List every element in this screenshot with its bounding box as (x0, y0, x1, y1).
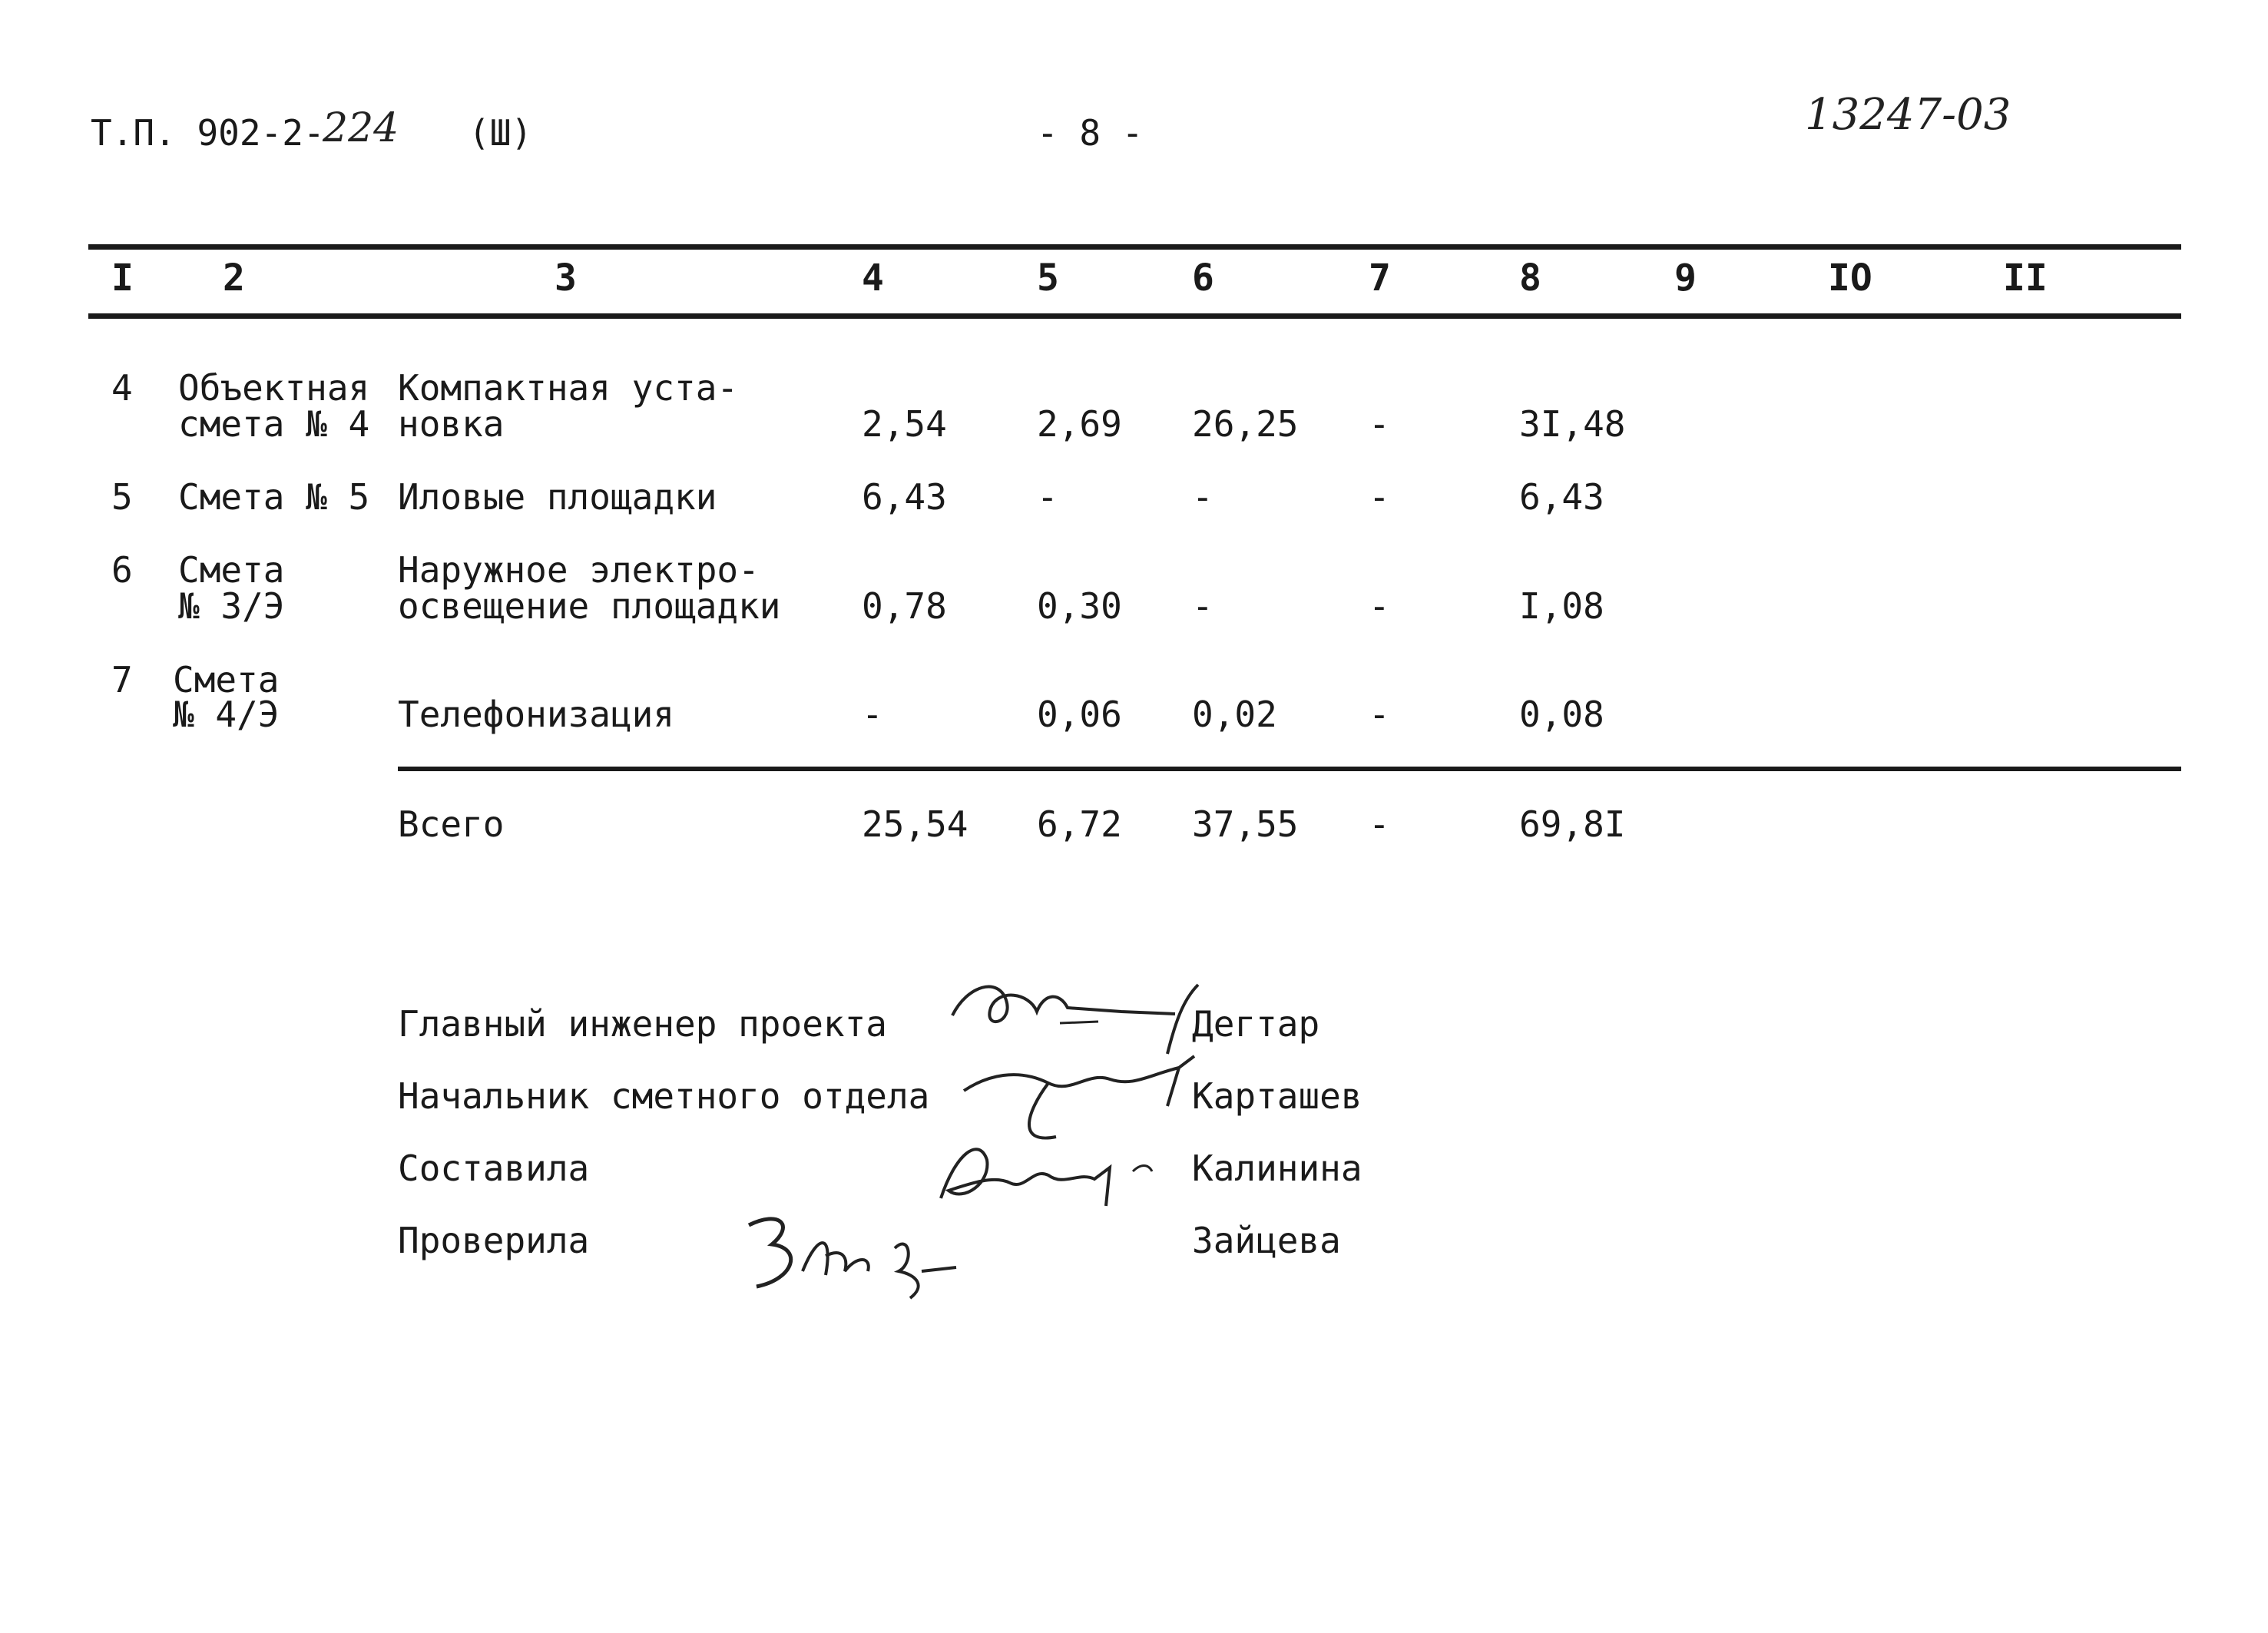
cell-col8: 6,43 (1519, 476, 1604, 518)
cell-col8: 3I,48 (1519, 403, 1626, 445)
cell-col6: - (1192, 585, 1213, 627)
cell-col7: - (1369, 403, 1390, 445)
total-rule (398, 767, 2181, 771)
row-name-line1: Телефонизация (398, 694, 675, 735)
row-doc-line1: Смета (173, 659, 280, 701)
total-col7: - (1369, 803, 1390, 845)
cell-col7: - (1369, 694, 1390, 735)
row-number: 5 (111, 476, 133, 518)
cell-col6: 26,25 (1192, 403, 1299, 445)
total-col4: 25,54 (862, 803, 968, 845)
cell-col5: 0,06 (1037, 694, 1122, 735)
cell-col5: 2,69 (1037, 403, 1122, 445)
row-number: 4 (111, 367, 133, 409)
archive-number: 13247-03 (1805, 90, 2011, 140)
cell-col7: - (1369, 476, 1390, 518)
total-col5: 6,72 (1037, 803, 1122, 845)
row-name-line2: освещение площадки (398, 585, 781, 627)
column-header-10: IO (1828, 257, 1872, 300)
signature-role: Главный инженер проекта (398, 1003, 887, 1045)
column-header-3: 3 (555, 257, 577, 300)
cell-col4: 2,54 (862, 403, 947, 445)
row-doc-line2: № 4/Э (173, 694, 280, 735)
signature-name: Дегтар (1192, 1003, 1320, 1045)
cell-col8: I,08 (1519, 585, 1604, 627)
column-header-5: 5 (1037, 257, 1059, 300)
cell-col4: - (862, 694, 883, 735)
column-header-9: 9 (1674, 257, 1697, 300)
table-top-rule (88, 244, 2181, 250)
table-header-rule (88, 313, 2181, 319)
total-label: Всего (398, 803, 505, 845)
handwritten-signature-checker (733, 1202, 964, 1305)
row-name-line1: Наружное электро- (398, 549, 760, 591)
cell-col5: - (1037, 476, 1058, 518)
doc-code-handwritten: 224 (323, 105, 399, 151)
cell-col4: 0,78 (862, 585, 947, 627)
row-number: 7 (111, 659, 133, 701)
row-name-line2: новка (398, 403, 505, 445)
total-col8: 69,8I (1519, 803, 1626, 845)
total-col6: 37,55 (1192, 803, 1299, 845)
page-number: - 8 - (1037, 112, 1144, 154)
row-number: 6 (111, 549, 133, 591)
cell-col6: 0,02 (1192, 694, 1277, 735)
signature-name: Карташев (1192, 1075, 1362, 1117)
cell-col5: 0,30 (1037, 585, 1122, 627)
row-name-line1: Иловые площадки (398, 476, 717, 518)
signature-name: Калинина (1192, 1148, 1362, 1189)
row-doc-line1: Смета № 5 (178, 476, 370, 518)
column-header-6: 6 (1192, 257, 1214, 300)
signature-name: Зайцева (1192, 1220, 1341, 1261)
row-doc-line1: Смета (178, 549, 285, 591)
cell-col4: 6,43 (862, 476, 947, 518)
column-header-8: 8 (1519, 257, 1541, 300)
column-header-2: 2 (223, 257, 245, 300)
row-doc-line2: № 3/Э (178, 585, 285, 627)
cell-col6: - (1192, 476, 1213, 518)
column-header-1: I (111, 257, 134, 300)
doc-code-suffix: (Ш) (468, 112, 533, 154)
row-name-line1: Компактная уста- (398, 367, 739, 409)
doc-code-prefix: Т.П. 902-2- (91, 112, 325, 154)
row-doc-line1: Объектная (178, 367, 370, 409)
column-header-11: II (2003, 257, 2048, 300)
row-doc-line2: смета № 4 (178, 403, 370, 445)
signature-role: Проверила (398, 1220, 590, 1261)
column-header-7: 7 (1369, 257, 1391, 300)
cell-col8: 0,08 (1519, 694, 1604, 735)
cell-col7: - (1369, 585, 1390, 627)
signature-role: Составила (398, 1148, 590, 1189)
column-header-4: 4 (862, 257, 884, 300)
signature-role: Начальник сметного отдела (398, 1075, 930, 1117)
